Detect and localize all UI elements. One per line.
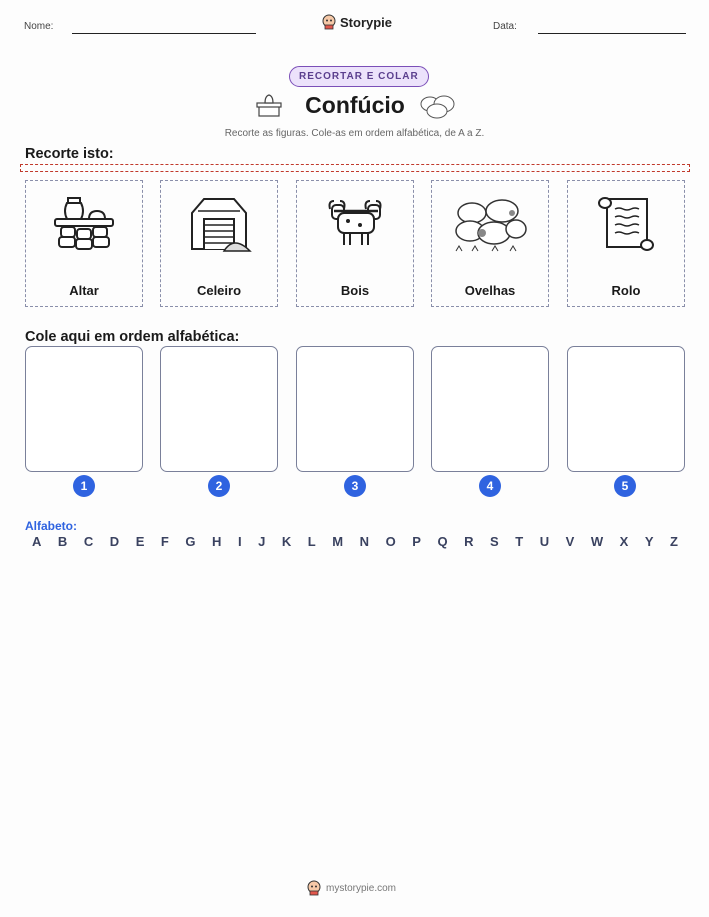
alphabet-letter: E xyxy=(135,534,145,549)
page-title: Confúcio xyxy=(305,92,405,118)
cut-card-rolo[interactable] xyxy=(567,180,685,307)
slot-number-4: 4 xyxy=(479,475,501,497)
alphabet-letter: C xyxy=(83,534,94,549)
paste-slot-1[interactable] xyxy=(25,346,143,472)
alphabet-letter: H xyxy=(212,534,222,549)
alphabet-letter: Z xyxy=(670,534,678,549)
alphabet-letter: W xyxy=(590,534,604,549)
title-left-icon xyxy=(256,92,282,123)
paste-section-heading: Cole aqui em ordem alfabética: xyxy=(25,329,240,345)
cut-card-ovelhas[interactable] xyxy=(431,180,549,307)
brand-logo xyxy=(322,14,392,30)
slot-number-5: 5 xyxy=(614,475,636,497)
paste-slot-3[interactable] xyxy=(296,346,414,472)
storypie-logo-icon xyxy=(322,14,336,30)
paste-slot-2[interactable] xyxy=(160,346,278,472)
cut-card-bois[interactable] xyxy=(296,180,414,307)
card-label: Celeiro xyxy=(196,283,242,298)
date-line[interactable] xyxy=(538,33,686,34)
alphabet-letter: Q xyxy=(437,534,448,549)
alphabet-letter: X xyxy=(619,534,629,549)
altar-icon xyxy=(49,189,119,259)
activity-badge: RECORTAR E COLAR xyxy=(289,66,429,87)
cut-section-heading: Recorte isto: xyxy=(25,146,114,162)
alphabet-letter: B xyxy=(57,534,68,549)
footer xyxy=(307,880,396,896)
alphabet-letters xyxy=(32,534,678,549)
slot-number-1: 1 xyxy=(73,475,95,497)
alphabet-letter: J xyxy=(258,534,266,549)
alphabet-letter: R xyxy=(464,534,474,549)
card-label: Bois xyxy=(340,283,370,298)
alphabet-letter: F xyxy=(160,534,169,549)
oxen-icon xyxy=(320,189,390,259)
alphabet-letter: T xyxy=(515,534,524,549)
cut-line xyxy=(20,164,690,172)
alphabet-letter: U xyxy=(539,534,550,549)
paste-slot-4[interactable] xyxy=(431,346,549,472)
scroll-icon xyxy=(591,189,661,259)
storypie-logo-icon xyxy=(307,880,321,896)
alphabet-letter: S xyxy=(490,534,499,549)
card-label: Altar xyxy=(69,283,99,298)
alphabet-letter: D xyxy=(109,534,120,549)
name-line[interactable] xyxy=(72,33,256,34)
barn-icon xyxy=(184,189,254,259)
sheep-icon xyxy=(452,189,528,259)
alphabet-letter: N xyxy=(359,534,370,549)
name-label: Nome: xyxy=(24,21,54,32)
paste-slot-5[interactable] xyxy=(567,346,685,472)
cut-card-altar[interactable] xyxy=(25,180,143,307)
alphabet-letter: O xyxy=(385,534,396,549)
alphabet-letter: M xyxy=(332,534,344,549)
date-label: Data: xyxy=(493,21,517,32)
instructions-text: Recorte as figuras. Cole-as em ordem alfabética, de A a Z. xyxy=(224,128,485,139)
alphabet-letter: I xyxy=(237,534,242,549)
alphabet-letter: K xyxy=(281,534,292,549)
footer-site[interactable]: mystorypie.com xyxy=(326,882,397,894)
brand-name: Storypie xyxy=(340,14,393,30)
cut-card-celeiro[interactable] xyxy=(160,180,278,307)
alphabet-letter: L xyxy=(307,534,316,549)
alphabet-letter: P xyxy=(412,534,421,549)
alphabet-letter: Y xyxy=(644,534,654,549)
alphabet-heading: Alfabeto: xyxy=(25,519,77,533)
alphabet-letter: G xyxy=(185,534,196,549)
card-label: Rolo xyxy=(611,283,641,298)
slot-number-3: 3 xyxy=(344,475,366,497)
alphabet-letter: A xyxy=(32,534,42,549)
title-right-icon xyxy=(420,92,456,125)
alphabet-letter: V xyxy=(565,534,575,549)
card-label: Ovelhas xyxy=(464,283,516,298)
slot-number-2: 2 xyxy=(208,475,230,497)
